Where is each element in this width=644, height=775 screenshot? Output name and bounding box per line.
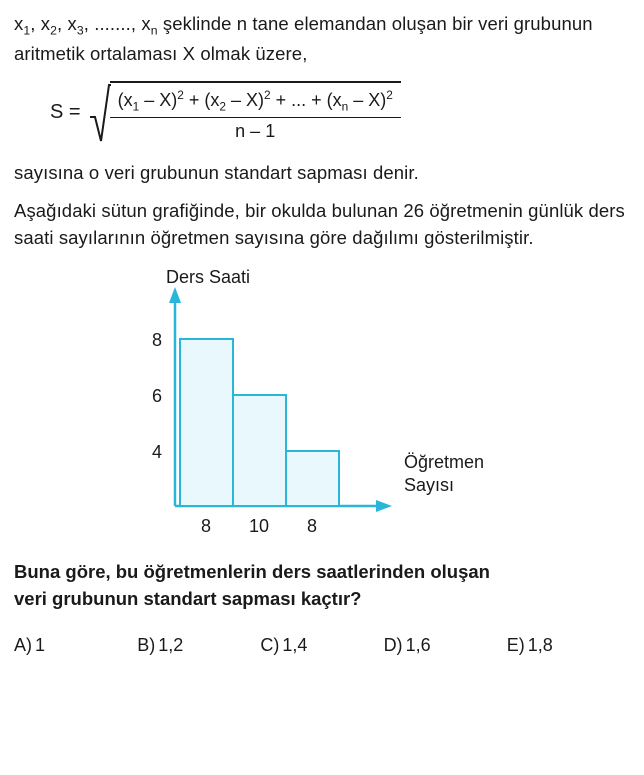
choice-a-value: 1 bbox=[35, 635, 46, 656]
choice-d-value: 1,6 bbox=[405, 635, 431, 656]
paragraph-chart-description: Aşağıdaki sütun grafiğinde, bir okulda bulunan 26 öğretmenin günlük ders saati sayılarının öğretmen sayısına göre dağılımı gösterilmiştir. bbox=[14, 199, 625, 249]
fraction bbox=[110, 81, 401, 143]
choice-a-letter: A) bbox=[14, 635, 32, 656]
radical-sign-icon bbox=[89, 81, 111, 143]
choice-c-value: 1,4 bbox=[282, 635, 308, 656]
bar-2 bbox=[233, 395, 286, 506]
formula-lhs: S = bbox=[50, 100, 81, 123]
bar-3 bbox=[286, 451, 339, 506]
x-axis-label bbox=[404, 451, 484, 496]
sep-3: , ......., bbox=[83, 13, 142, 34]
choice-e[interactable] bbox=[507, 635, 630, 656]
intro-text: şeklinde n tane elemandan oluşan bir veri grubunun aritmetik ortalaması X olmak üzere, bbox=[14, 13, 593, 64]
fraction-denominator: n – 1 bbox=[235, 121, 276, 142]
choice-b[interactable] bbox=[137, 635, 260, 656]
sep-1: , bbox=[30, 13, 41, 34]
variable-n: $x_n$ bbox=[141, 13, 158, 38]
choice-d[interactable] bbox=[384, 635, 507, 656]
category-3: 8 bbox=[306, 516, 318, 537]
choice-d-letter: D) bbox=[383, 635, 403, 656]
variable-2: $x_2$ bbox=[40, 13, 57, 38]
x-axis-label-line2: Sayısı bbox=[404, 474, 455, 495]
ytick-6: 6 bbox=[151, 386, 162, 407]
choice-b-letter: B) bbox=[137, 635, 156, 656]
question-line-2: veri grubunun standart sapması kaçtır? bbox=[14, 588, 362, 610]
choice-b-value: 1,2 bbox=[158, 635, 184, 656]
choice-a[interactable] bbox=[14, 635, 137, 656]
category-1: 8 bbox=[200, 516, 212, 537]
category-2: 10 bbox=[248, 516, 270, 537]
question-line-1: Buna göre, bu öğretmenlerin ders saatlerinden oluşan bbox=[14, 561, 490, 583]
x-axis-arrow bbox=[376, 500, 392, 512]
variable-1: $x_1$ bbox=[14, 13, 31, 38]
bar-1 bbox=[180, 339, 233, 506]
choice-e-value: 1,8 bbox=[527, 635, 553, 656]
y-axis-arrow bbox=[169, 287, 181, 303]
sep-2: , bbox=[56, 13, 68, 34]
bar-chart bbox=[14, 261, 630, 551]
question-text bbox=[14, 559, 630, 613]
choice-c-letter: C) bbox=[260, 635, 280, 656]
standard-deviation-formula bbox=[14, 81, 630, 143]
ytick-8: 8 bbox=[151, 330, 162, 351]
answer-choices bbox=[14, 635, 630, 656]
x-axis-label-line1: Öğretmen bbox=[404, 452, 485, 473]
ytick-4: 4 bbox=[151, 442, 162, 463]
intro-paragraph bbox=[14, 10, 630, 67]
chart-svg bbox=[14, 261, 644, 551]
radical-group bbox=[89, 81, 401, 143]
fraction-numerator: $(x_1 - X)^2 + (x_2 - X)^2$ + ... + $(x_n - X)^2$ bbox=[117, 88, 393, 114]
variable-3: $x_3$ bbox=[67, 13, 84, 38]
chart-title: Ders Saati bbox=[166, 267, 251, 288]
paragraph-definition: sayısına o veri grubunun standart sapması denir. bbox=[14, 162, 419, 184]
choice-c[interactable] bbox=[260, 635, 383, 656]
choice-e-letter: E) bbox=[506, 635, 525, 656]
